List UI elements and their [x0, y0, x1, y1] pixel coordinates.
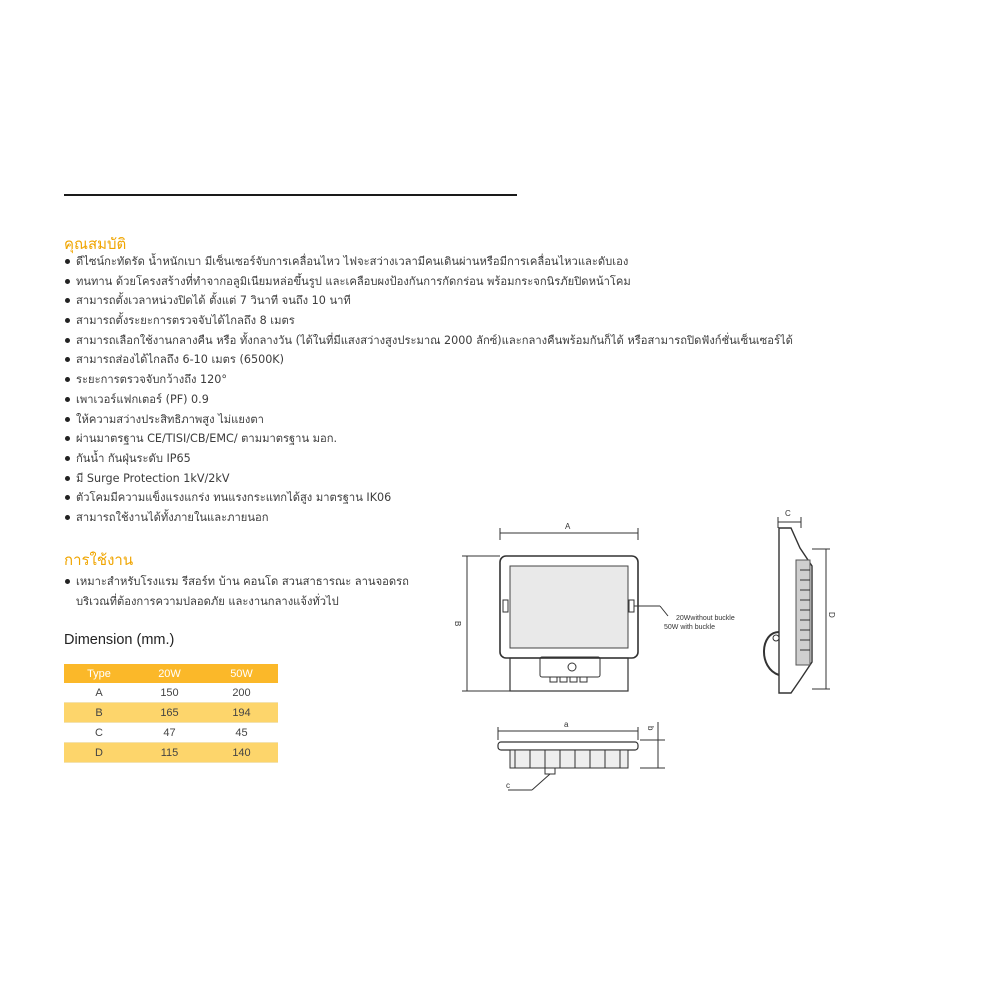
- feature-item: ดีไซน์กะทัดรัด น้ำหนักเบา มีเซ็นเซอร์จับการเคลื่อนไหว ไฟจะสว่างเวลามีคนเดินผ่านหรือมีการเคลื่อนไหวและดับเอง: [64, 252, 793, 272]
- feature-item: สามารถเลือกใช้งานกลางคืน หรือ ทั้งกลางวัน (ได้ในที่มีแสงสว่างสูงประมาณ 2000 ลักซ์)และกลางคืนพร้อมกันก็ได้ หรือสามารถปิดฟังก์ชั่นเซ็นเซอร์ได้: [64, 331, 793, 351]
- feature-item: สามารถใช้งานได้ทั้งภายในและภายนอก: [64, 508, 793, 528]
- cell-20w: 115: [134, 743, 205, 763]
- cell-type: C: [64, 723, 134, 743]
- header-20w: 20W: [134, 664, 205, 683]
- feature-item: ผ่านมาตรฐาน CE/TISI/CB/EMC/ ตามมาตรฐาน มอก.: [64, 429, 793, 449]
- lamp-front-glass: [510, 566, 628, 648]
- usage-title: การใช้งาน: [64, 551, 134, 569]
- header-type: Type: [64, 664, 134, 683]
- cell-20w: 150: [134, 683, 205, 703]
- cell-type: D: [64, 743, 134, 763]
- feature-item: ตัวโคมมีความแข็งแรงแกร่ง ทนแรงกระแทกได้สูง มาตรฐาน IK06: [64, 488, 793, 508]
- label-B: B: [453, 621, 462, 627]
- feature-item: เพาเวอร์แฟกเตอร์ (PF) 0.9: [64, 390, 793, 410]
- dimension-title: Dimension (mm.): [64, 632, 175, 648]
- feature-item: สามารถส่องได้ไกลถึง 6-10 เมตร (6500K): [64, 350, 793, 370]
- feature-item: สามารถตั้งระยะการตรวจจับได้ไกลถึง 8 เมตร: [64, 311, 793, 331]
- cell-type: A: [64, 683, 134, 703]
- header-50w: 50W: [205, 664, 278, 683]
- label-D: D: [827, 612, 836, 618]
- cell-type: B: [64, 703, 134, 723]
- feature-item: สามารถตั้งเวลาหน่วงปิดได้ ตั้งแต่ 7 วินาที จนถึง 10 นาที: [64, 291, 793, 311]
- sensor-lens-icon: [568, 663, 576, 671]
- label-C: C: [785, 509, 791, 518]
- feature-item: มี Surge Protection 1kV/2kV: [64, 469, 793, 489]
- features-title: คุณสมบัติ: [64, 235, 127, 253]
- feature-item: ระยะการตรวจจับกว้างถึง 120°: [64, 370, 793, 390]
- label-b: b: [646, 726, 655, 731]
- feature-item: กันน้ำ กันฝุ่นระดับ IP65: [64, 449, 793, 469]
- lamp-front-sensor-box: [510, 658, 628, 691]
- label-a: a: [564, 720, 569, 729]
- label-c: c: [506, 781, 510, 790]
- usage-line-2: บริเวณที่ต้องการความปลอดภัย และงานกลางแจ้งทั่วไป: [76, 595, 339, 608]
- cell-20w: 47: [134, 723, 205, 743]
- feature-item: ให้ความสว่างประสิทธิภาพสูง ไม่แยงตา: [64, 410, 793, 430]
- cell-50w: 200: [205, 683, 278, 703]
- note-50w: 50W with buckle: [664, 624, 715, 631]
- note-20w: 20Wwithout buckle: [676, 615, 735, 622]
- usage-line-1: เหมาะสำหรับโรงแรม รีสอร์ท บ้าน คอนโด สวนสาธารณะ ลานจอดรถ: [64, 572, 409, 592]
- cell-20w: 165: [134, 703, 205, 723]
- feature-item: ทนทาน ด้วยโครงสร้างที่ทำจากอลูมิเนียมหล่อขึ้นรูป และเคลือบผงป้องกันการกัดกร่อน พร้อมกระจกนิรภัยปิดหน้าโคม: [64, 272, 793, 292]
- label-A: A: [565, 522, 571, 531]
- lamp-bottom-body: [498, 742, 638, 750]
- cell-50w: 194: [205, 703, 278, 723]
- cell-50w: 140: [205, 743, 278, 763]
- cell-50w: 45: [205, 723, 278, 743]
